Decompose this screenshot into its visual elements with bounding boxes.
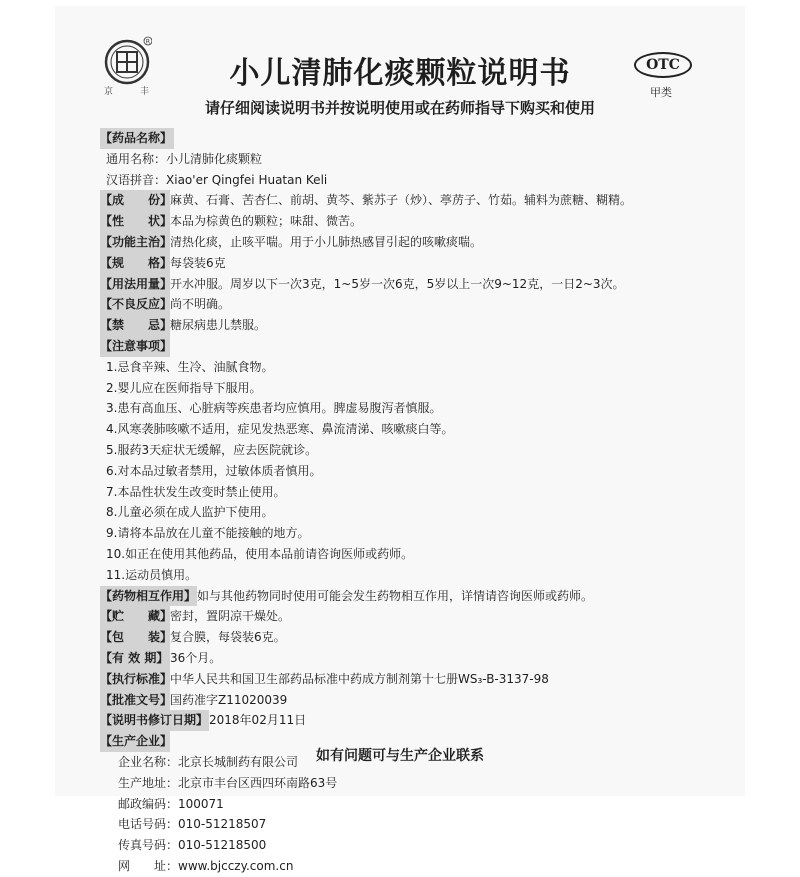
otc-badge: OTC <box>634 52 692 78</box>
storage-row <box>100 606 720 627</box>
website-value: www.bjcczy.com.cn <box>178 858 294 873</box>
revision-label: 【说明书修订日期】 <box>100 710 209 731</box>
indications-value: 清热化痰，止咳平喘。用于小儿肺热感冒引起的咳嗽痰喘。 <box>170 234 483 249</box>
specification-value: 每袋装6克 <box>170 255 226 270</box>
postcode-key: 邮政编码： <box>118 796 179 811</box>
precaution-item: 3.患有高血压、心脏病等疾患者均应慎用。脾虚易腹泻者慎服。 <box>106 401 442 416</box>
adverse-label: 【不良反应】 <box>100 294 170 315</box>
postcode-row <box>100 794 720 815</box>
document-title: 小儿清肺化痰颗粒说明书 <box>229 56 571 91</box>
standard-row <box>100 669 720 690</box>
precaution-item: 8.儿童必须在成人监护下使用。 <box>106 505 274 520</box>
approval-value: 国药准字Z11020039 <box>170 692 288 707</box>
manufacturer-label: 【生产企业】 <box>100 731 170 752</box>
common-name-value: 小儿清肺化痰颗粒 <box>166 151 263 166</box>
precaution-item: 6.对本品过敏者禁用，过敏体质者慎用。 <box>106 463 322 478</box>
validity-value: 36个月。 <box>170 650 222 665</box>
indications-label: 【功能主治】 <box>100 232 170 253</box>
company-name-value: 北京长城制药有限公司 <box>178 754 299 769</box>
approval-label: 【批准文号】 <box>100 690 170 711</box>
svg-text:R: R <box>145 38 151 46</box>
package-label: 【包 装】 <box>100 627 170 648</box>
storage-label: 【贮 藏】 <box>100 606 170 627</box>
contraindications-label: 【禁 忌】 <box>100 315 170 336</box>
website-key: 网 址： <box>118 858 179 873</box>
revision-value: 2018年02月11日 <box>209 713 307 728</box>
precaution-item: 7.本品性状发生改变时禁止使用。 <box>106 484 286 499</box>
phone-value: 010-51218507 <box>178 817 267 832</box>
postcode-value: 100071 <box>178 796 224 811</box>
standard-label: 【执行标准】 <box>100 669 170 690</box>
precaution-item: 10.如正在使用其他药品，使用本品前请咨询医师或药师。 <box>106 546 414 561</box>
precaution-item: 1.忌食辛辣、生冷、油腻食物。 <box>106 359 274 374</box>
approval-row <box>100 690 720 711</box>
ingredients-row <box>100 190 720 211</box>
address-row <box>100 773 720 794</box>
address-key: 生产地址： <box>118 775 179 790</box>
fax-value: 010-51218500 <box>178 838 267 853</box>
interactions-label: 【药物相互作用】 <box>100 586 197 607</box>
precaution-item: 2.婴儿应在医师指导下服用。 <box>106 380 262 395</box>
standard-value: 中华人民共和国卫生部药品标准中药成方制剂第十七册WS₃-B-3137-98 <box>170 671 549 686</box>
pinyin-row <box>100 170 720 191</box>
revision-row <box>100 710 720 731</box>
precaution-item: 4.风寒袭肺咳嗽不适用，症见发热恶寒、鼻流清涕、咳嗽痰白等。 <box>106 422 454 437</box>
instruction-subtitle: 请仔细阅读说明书并按说明使用或在药师指导下购买和使用 <box>204 99 595 117</box>
adverse-value: 尚不明确。 <box>170 297 231 312</box>
phone-row <box>100 814 720 835</box>
fax-row <box>100 835 720 856</box>
logo-label-left: 京 <box>104 87 114 97</box>
contraindications-row <box>100 315 720 336</box>
validity-row <box>100 648 720 669</box>
storage-value: 密封，置阴凉干燥处。 <box>170 609 291 624</box>
interactions-value: 如与其他药物同时使用可能会发生药物相互作用，详情请咨询医师或药师。 <box>197 588 594 603</box>
company-name-key: 企业名称： <box>118 754 179 769</box>
otc-class-label: 甲类 <box>650 86 672 99</box>
ingredients-label: 【成 份】 <box>100 190 170 211</box>
adverse-row <box>100 294 720 315</box>
precaution-item: 11.运动员慎用。 <box>106 567 198 582</box>
precaution-item: 9.请将本品放在儿童不能接触的地方。 <box>106 526 310 541</box>
dosage-row <box>100 274 720 295</box>
website-row <box>100 856 720 877</box>
dosage-label: 【用法用量】 <box>100 274 170 295</box>
pinyin-value: Xiao'er Qingfei Huatan Keli <box>166 172 328 187</box>
common-name-label: 通用名称： <box>106 151 167 166</box>
appearance-value: 本品为棕黄色的颗粒；味甜、微苦。 <box>170 214 363 229</box>
precautions-heading <box>100 336 720 357</box>
package-row <box>100 627 720 648</box>
logo-label-right: 丰 <box>140 87 150 97</box>
common-name-row <box>100 149 720 170</box>
indications-row <box>100 232 720 253</box>
dosage-value: 开水冲服。周岁以下一次3克，1~5岁一次6克，5岁以上一次9~12克，一日2~3次。 <box>170 276 625 291</box>
package-value: 复合膜，每袋装6克。 <box>170 630 286 645</box>
precaution-item: 5.服药3天症状无缓解，应去医院就诊。 <box>106 442 318 457</box>
specification-label: 【规 格】 <box>100 253 170 274</box>
contraindications-value: 糖尿病患儿禁服。 <box>170 318 267 333</box>
fax-key: 传真号码： <box>118 838 179 853</box>
appearance-label: 【性 状】 <box>100 211 170 232</box>
drug-name-label: 【药品名称】 <box>100 128 174 149</box>
address-value: 北京市丰台区西四环南路63号 <box>178 775 338 790</box>
pinyin-label: 汉语拼音： <box>106 172 167 187</box>
validity-label: 【有 效 期】 <box>100 648 170 669</box>
footer-contact-note: 如有问题可与生产企业联系 <box>316 748 484 764</box>
ingredients-value: 麻黄、石膏、苦杏仁、前胡、黄芩、紫苏子（炒）、葶苈子、竹茹。辅料为蔗糖、糊精。 <box>170 193 633 208</box>
drug-name-heading <box>100 128 720 149</box>
phone-key: 电话号码： <box>118 817 179 832</box>
interactions-row <box>100 586 720 607</box>
appearance-row <box>100 211 720 232</box>
company-logo-icon <box>102 35 152 91</box>
precautions-label: 【注意事项】 <box>100 336 170 357</box>
specification-row <box>100 253 720 274</box>
